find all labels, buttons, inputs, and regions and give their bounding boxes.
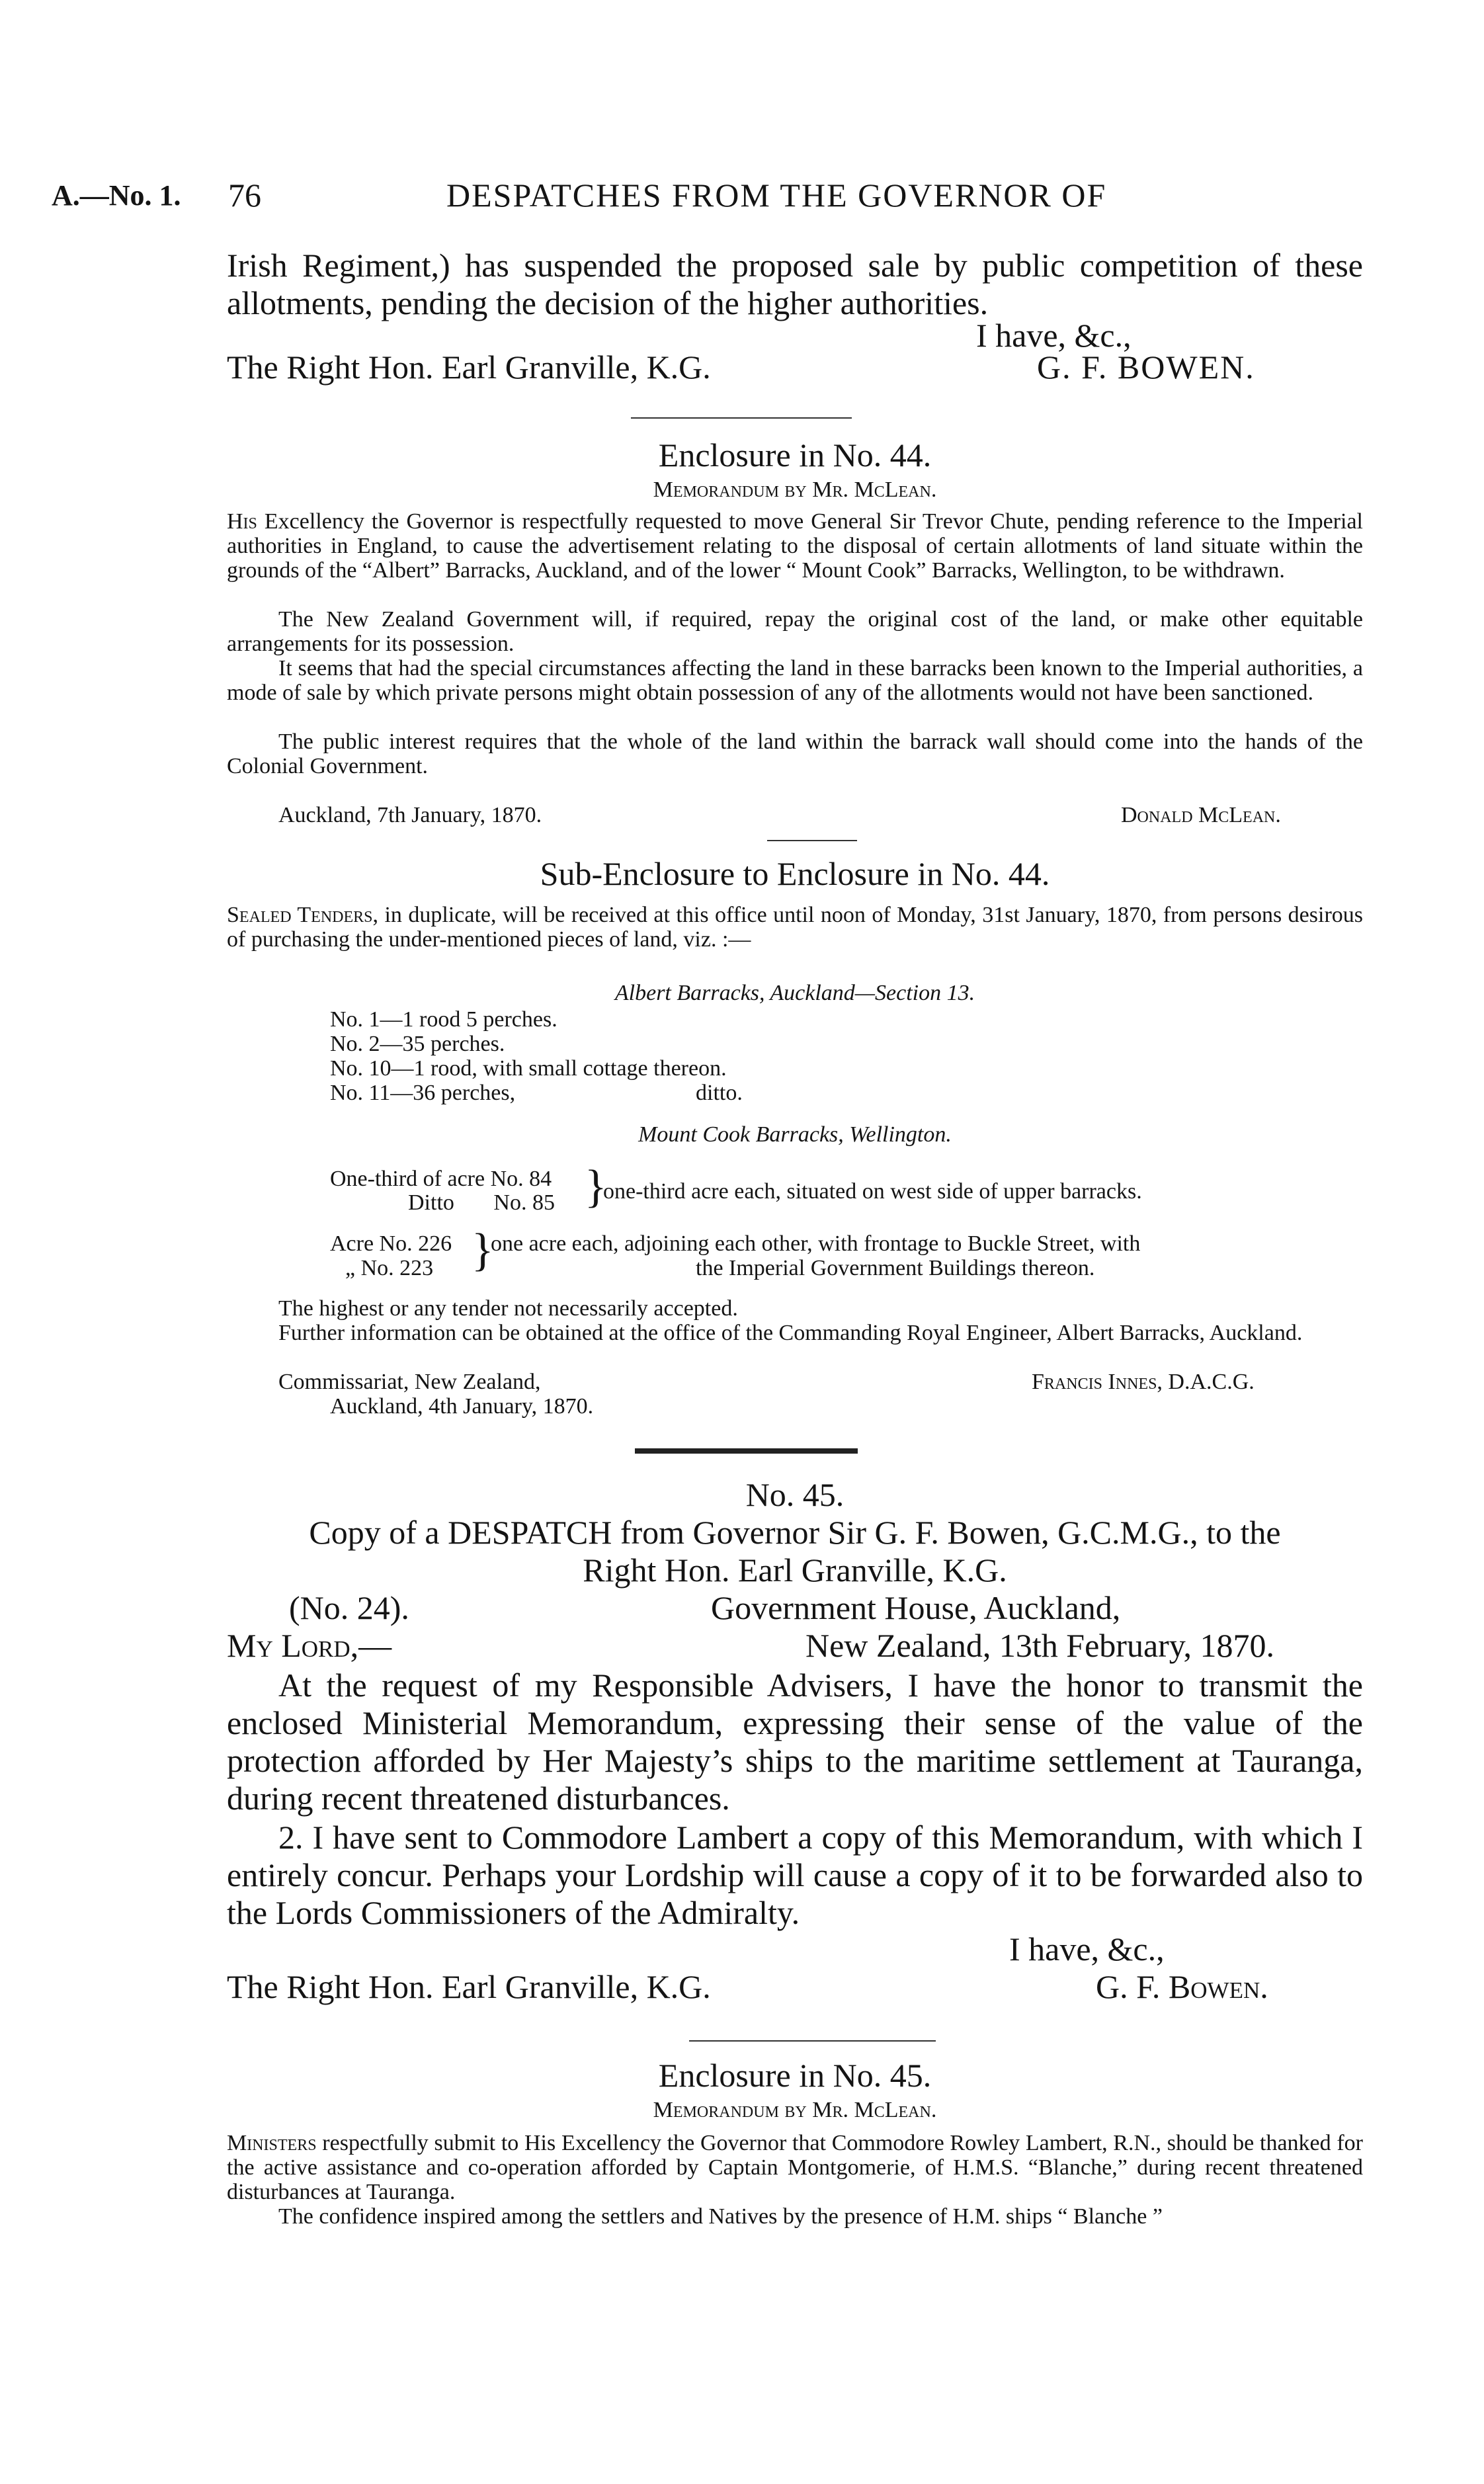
addressee-45: The Right Hon. Earl Granville, K.G. <box>227 1968 711 2005</box>
mount-cook-acre-226: Acre No. 226 <box>330 1231 452 1256</box>
despatch-title-line-2: Right Hon. Earl Granville, K.G. <box>583 1552 1007 1589</box>
enclosure-44-place-date: Auckland, 7th January, 1870. <box>278 803 542 827</box>
enclosure-45-paragraph-1 <box>227 2131 1363 2204</box>
sub-enclosure-heading: Sub-Enclosure to Enclosure in No. 44. <box>540 855 1050 892</box>
addressee: The Right Hon. Earl Granville, K.G. <box>227 349 711 386</box>
mount-cook-description-1: one-third acre each, situated on west side of upper barracks. <box>603 1179 1142 1204</box>
sub-enclosure-date: Auckland, 4th January, 1870. <box>330 1394 594 1419</box>
lead-word: His <box>227 509 257 534</box>
albert-item: No. 11—36 perches, <box>330 1081 516 1105</box>
lead-word: Sealed Tenders, <box>227 903 379 927</box>
albert-item: No. 1—1 rood 5 perches. <box>330 1007 557 1032</box>
mount-cook-lot-85: Ditto No. 85 <box>408 1190 555 1215</box>
mount-cook-description-2: one acre each, adjoining each other, with frontage to Buckle Street, with <box>491 1231 1141 1256</box>
enclosure-44-paragraph-1 <box>227 509 1363 583</box>
document-reference: A.—No. 1. <box>52 179 181 212</box>
closing-have: I have, &c., <box>976 317 1132 354</box>
despatch-title-line-1: Copy of a DESPATCH from Governor Sir G. F. Bowen, G.C.M.G., to the <box>309 1514 1281 1551</box>
ditto-text: ditto. <box>696 1081 743 1105</box>
despatch-address-line-1: Government House, Auckland, <box>711 1589 1121 1626</box>
innes-signature: Francis Innes, D.A.C.G. <box>1032 1370 1255 1394</box>
section-divider <box>631 417 852 419</box>
sub-enclosure-intro <box>227 903 1363 952</box>
signature-bowen-45: G. F. Bowen. <box>1096 1968 1268 2005</box>
section-divider-thick <box>635 1448 858 1454</box>
brace-glyph: } <box>585 1161 607 1212</box>
despatch-number: No. 45. <box>745 1476 845 1513</box>
short-divider <box>767 840 857 841</box>
albert-item: No. 2—35 perches. <box>330 1032 505 1056</box>
running-title: DESPATCHES FROM THE GOVERNOR OF <box>446 177 1107 214</box>
enclosure-44-heading: Enclosure in No. 44. <box>658 436 932 474</box>
despatch-paragraph-1: At the request of my Responsible Advisers, I have the honor to transmit the enclosed Ministerial Memorandum, expressing their sense of the value of the protection afforded by Her Majesty’s ships to the maritime settlement at Tauranga, during recent threatened disturbances. <box>227 1667 1363 1817</box>
enclosure-44-paragraph-4: The public interest requires that the whole of the land within the barrack wall should come into the hands of the Colonial Government. <box>227 729 1363 778</box>
enclosure-44-signature: Donald McLean. <box>1121 803 1281 827</box>
salutation: My Lord,— <box>227 1627 392 1664</box>
lead-word: Ministers <box>227 2131 317 2155</box>
enclosure-44-paragraph-2: The New Zealand Government will, if required, repay the original cost of the land, or make other equitable arrangements for its possession. <box>227 607 1363 656</box>
mount-cook-heading: Mount Cook Barracks, Wellington. <box>638 1122 952 1147</box>
enclosure-44-paragraph-3: It seems that had the special circumstances affecting the land in these barracks been known to the Imperial authorities, a mode of sale by which private persons might obtain possession of any of the allotments would not have been sanctioned. <box>227 656 1363 705</box>
paragraph-text: Excellency the Governor is respectfully requested to move General Sir Trevor Chute, pending reference to the Imperial authorities in England, to cause the advertisement relating to the disposal of certain allotments of land situate within the grounds of the “Albert” Barracks, Auckland, and of the lower “ Mount Cook” Barracks, Wellington, to be withdrawn. <box>227 509 1363 583</box>
paragraph-text: respectfully submit to His Excellency the Governor that Commodore Rowley Lambert, R.N., should be thanked for the active assistance and co-operation afforded by Captain Montgomerie, of H.M.S. “Blanche,” during recent threatened disturbances at Tauranga. <box>227 2131 1363 2204</box>
mount-cook-acre-223: „ No. 223 <box>345 1256 434 1280</box>
tender-note: The highest or any tender not necessarily accepted. <box>278 1296 738 1321</box>
enclosure-45-subheading: Memorandum by Mr. McLean. <box>653 2098 937 2122</box>
paragraph-text: in duplicate, will be received at this office until noon of Monday, 31st January, 1870, from persons desirous of purchasing the under-mentioned pieces of land, viz. :— <box>227 903 1363 952</box>
enclosure-45-paragraph-2: The confidence inspired among the settlers and Natives by the presence of H.M. ships “ Blanche ” <box>278 2204 1163 2229</box>
mount-cook-description-2-cont: the Imperial Government Buildings thereon. <box>696 1256 1095 1280</box>
continuation-paragraph: Irish Regiment,) has suspended the proposed sale by public competition of these allotments, pending the decision of the higher authorities. <box>227 247 1363 321</box>
commissariat-office: Commissariat, New Zealand, <box>278 1370 541 1394</box>
mount-cook-lot-84: One-third of acre No. 84 <box>330 1167 552 1191</box>
signature-bowen: G. F. BOWEN. <box>1037 349 1255 386</box>
despatch-paragraph-2: 2. I have sent to Commodore Lambert a copy of this Memorandum, with which I entirely concur. Perhaps your Lordship will cause a copy of it to be forwarded also to the Lords Commissioners of the Admiralty. <box>227 1819 1363 1931</box>
page-number: 76 <box>228 177 261 214</box>
closing-have-45: I have, &c., <box>1009 1930 1165 1967</box>
enclosure-45-heading: Enclosure in No. 45. <box>658 2057 932 2094</box>
despatch-reference: (No. 24). <box>289 1589 409 1626</box>
despatch-address-line-2: New Zealand, 13th February, 1870. <box>805 1627 1275 1664</box>
further-information: Further information can be obtained at the office of the Commanding Royal Engineer, Albert Barracks, Auckland. <box>278 1321 1303 1345</box>
enclosure-44-subheading: Memorandum by Mr. McLean. <box>653 477 937 502</box>
section-divider <box>689 2040 936 2042</box>
albert-barracks-heading: Albert Barracks, Auckland—Section 13. <box>614 981 975 1005</box>
brace-glyph: } <box>472 1225 494 1276</box>
albert-item: No. 10—1 rood, with small cottage thereon. <box>330 1056 727 1081</box>
